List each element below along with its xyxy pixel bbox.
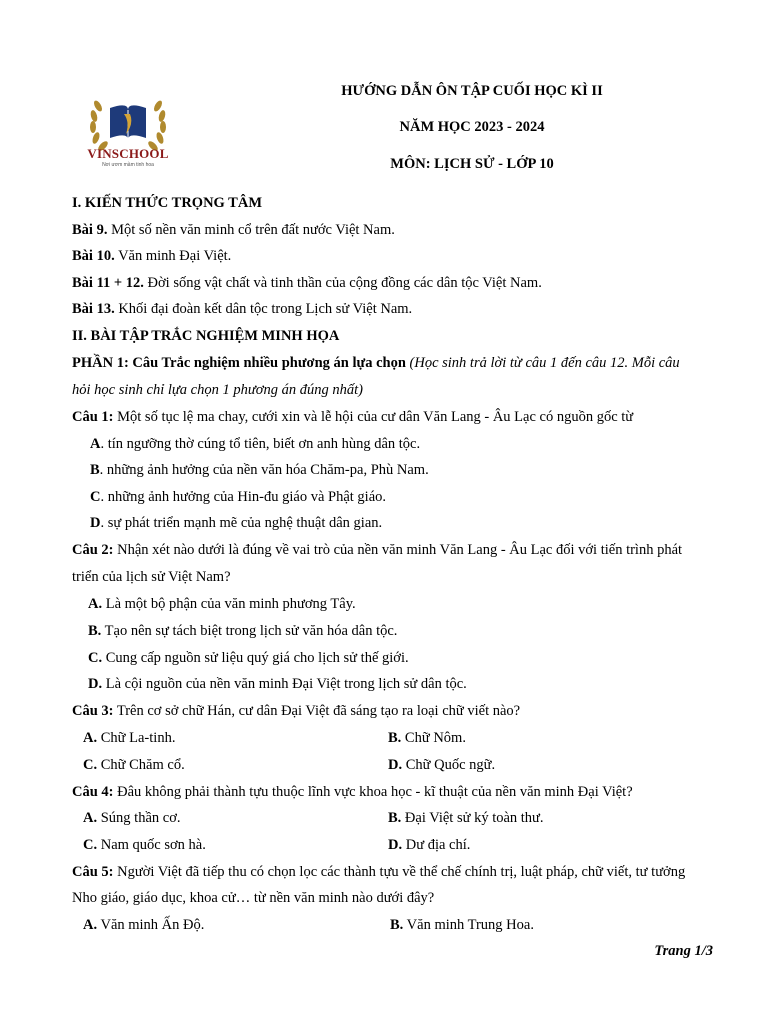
section2-heading: II. BÀI TẬP TRẮC NGHIỆM MINH HỌA <box>72 328 340 344</box>
q1-option-d: D. sự phát triển mạnh mẽ của nghệ thuật dân gian. <box>90 515 383 531</box>
q1-option-c: C. những ảnh hưởng của Hin-đu giáo và Phật giáo. <box>90 489 387 505</box>
q5-option-a: A. Văn minh Ấn Độ. <box>83 917 205 933</box>
question-1: Câu 1: Một số tục lệ ma chay, cưới xin và lễ hội của cư dân Văn Lang - Âu Lạc có nguồn gốc từ <box>72 409 634 425</box>
lesson-item: Bài 13. Khối đại đoàn kết dân tộc trong Lịch sử Việt Nam. <box>72 301 413 317</box>
page-number: Trang 1/3 <box>654 943 713 959</box>
question-4: Câu 4: Đâu không phải thành tựu thuộc lĩnh vực khoa học - kĩ thuật của nền văn minh Đại Việt? <box>72 784 633 800</box>
q2-option-c: C. Cung cấp nguồn sử liệu quý giá cho lịch sử thế giới. <box>88 650 409 666</box>
q4-option-d: D. Dư địa chí. <box>388 837 471 853</box>
q5-option-b: B. Văn minh Trung Hoa. <box>390 917 534 933</box>
logo-tagline: Nơi ươm mầm tinh hoa <box>102 162 154 168</box>
logo-text: VINSCHOOL <box>87 146 169 161</box>
q1-option-b: B. những ảnh hưởng của nền văn hóa Chăm-pa, Phù Nam. <box>90 462 429 478</box>
q2-option-b: B. Tạo nên sự tách biệt trong lịch sử văn hóa dân tộc. <box>88 623 398 639</box>
subject-line: MÔN: LỊCH SỬ - LỚP 10 <box>390 156 554 172</box>
question-5-cont: Nho giáo, giáo dục, khoa cử… từ nền văn minh nào dưới đây? <box>72 890 435 906</box>
q2-option-a: A. Là một bộ phận của văn minh phương Tây. <box>88 596 356 612</box>
q3-option-a: A. Chữ La-tinh. <box>83 730 176 746</box>
school-year: NĂM HỌC 2023 - 2024 <box>399 119 545 135</box>
q3-option-b: B. Chữ Nôm. <box>388 730 466 746</box>
q4-option-a: A. Súng thần cơ. <box>83 810 181 826</box>
question-5: Câu 5: Người Việt đã tiếp thu có chọn lọc các thành tựu về thể chế chính trị, luật pháp, chữ viết, tư tưởng <box>72 864 686 880</box>
lesson-item: Bài 9. Một số nền văn minh cổ trên đất nước Việt Nam. <box>72 222 395 238</box>
q2-option-d: D. Là cội nguồn của nền văn minh Đại Việt trong lịch sử dân tộc. <box>88 676 467 692</box>
q4-option-b: B. Đại Việt sử ký toàn thư. <box>388 810 544 826</box>
doc-title: HƯỚNG DẪN ÔN TẬP CUỐI HỌC KÌ II <box>341 83 603 99</box>
lesson-item: Bài 11 + 12. Đời sống vật chất và tinh thần của cộng đồng các dân tộc Việt Nam. <box>72 275 542 291</box>
q4-option-c: C. Nam quốc sơn hà. <box>83 837 206 853</box>
section1-heading: I. KIẾN THỨC TRỌNG TÂM <box>72 195 263 211</box>
question-2: Câu 2: Nhận xét nào dưới là đúng về vai trò của nền văn minh Văn Lang - Âu Lạc đối với tiến trình phát <box>72 542 683 558</box>
q3-option-d: D. Chữ Quốc ngữ. <box>388 757 496 773</box>
part1-intro: PHẦN 1: Câu Trắc nghiệm nhiều phương án lựa chọn (Học sinh trả lời từ câu 1 đến câu 12. Mỗi câu <box>72 355 680 371</box>
q3-option-c: C. Chữ Chăm cổ. <box>83 757 185 773</box>
part1-intro-cont: hỏi học sinh chỉ lựa chọn 1 phương án đúng nhất) <box>72 382 363 398</box>
question-2-cont: triển của lịch sử Việt Nam? <box>72 569 231 585</box>
lesson-item: Bài 10. Văn minh Đại Việt. <box>72 248 232 264</box>
vinschool-logo <box>80 88 176 168</box>
q1-option-a: A. tín ngưỡng thờ cúng tổ tiên, biết ơn anh hùng dân tộc. <box>90 436 421 452</box>
question-3: Câu 3: Trên cơ sở chữ Hán, cư dân Đại Việt đã sáng tạo ra loại chữ viết nào? <box>72 703 521 719</box>
